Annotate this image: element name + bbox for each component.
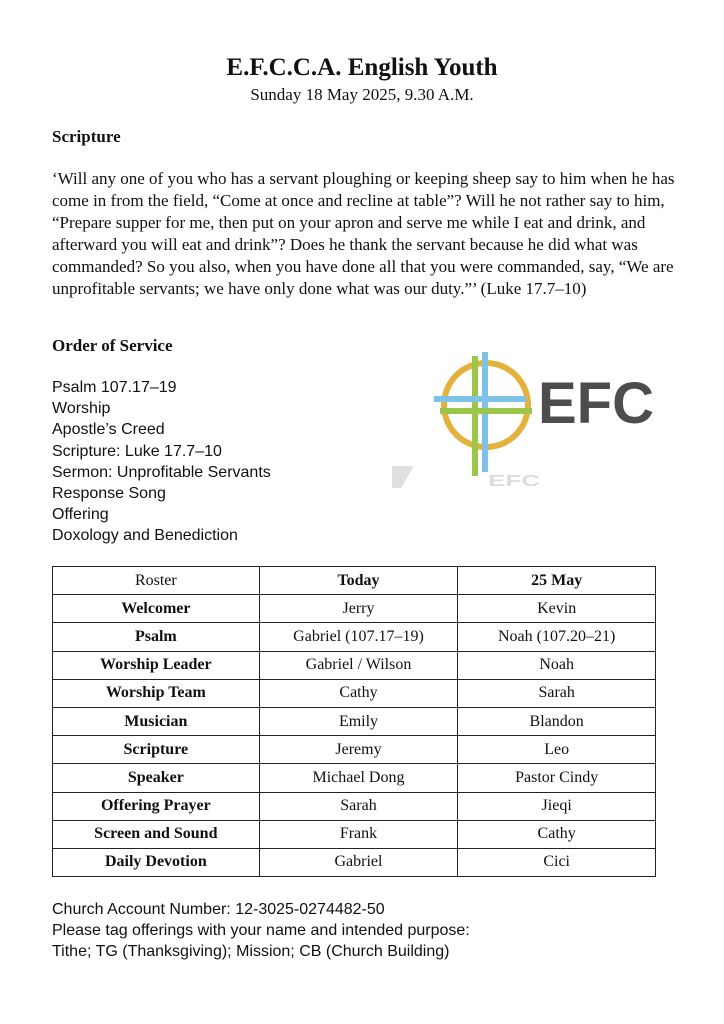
account-number: Church Account Number: 12-3025-0274482-50 (52, 901, 385, 918)
roster-next: Sarah (458, 679, 656, 707)
table-row (53, 848, 656, 876)
table-row (53, 736, 656, 764)
offering-purposes: Tithe; TG (Thanksgiving); Mission; CB (Church Building) (52, 943, 450, 960)
logo-reflection-text: EFC (488, 472, 540, 490)
table-row (53, 679, 656, 707)
roster-role: Musician (53, 707, 260, 735)
table-row (53, 623, 656, 651)
order-item: Scripture: Luke 17.7–10 (52, 442, 222, 460)
roster-today: Gabriel (107.17–19) (259, 623, 458, 651)
roster-today: Frank (259, 820, 458, 848)
roster-role: Worship Leader (53, 651, 260, 679)
order-item: Apostle’s Creed (52, 421, 165, 439)
roster-next: Leo (458, 736, 656, 764)
roster-role: Screen and Sound (53, 820, 260, 848)
logo-text: EFC (538, 371, 654, 436)
efc-logo (392, 348, 662, 508)
roster-today: Sarah (259, 792, 458, 820)
order-item: Psalm 107.17–19 (52, 379, 177, 396)
roster-next: Pastor Cindy (458, 764, 656, 792)
roster-next: Jieqi (458, 792, 656, 820)
roster-next: Blandon (458, 707, 656, 735)
roster-table (52, 566, 656, 877)
roster-today: Gabriel / Wilson (259, 651, 458, 679)
scripture-heading: Scripture (52, 127, 121, 146)
table-row (53, 764, 656, 792)
table-row (53, 651, 656, 679)
roster-today: Emily (259, 707, 458, 735)
offering-instruction: Please tag offerings with your name and intended purpose: (52, 922, 470, 939)
roster-header-row (53, 567, 656, 595)
roster-role: Daily Devotion (53, 848, 260, 876)
order-item: Doxology and Benediction (52, 527, 238, 545)
roster-next: Cici (458, 848, 656, 876)
roster-next: Noah (458, 651, 656, 679)
order-of-service-list (52, 377, 271, 547)
roster-today: Jeremy (259, 736, 458, 764)
service-date: Sunday 18 May 2025, 9.30 A.M. (250, 85, 474, 104)
roster-today: Michael Dong (259, 764, 458, 792)
cross-horizontal-green (440, 408, 532, 414)
roster-header-label: Roster (53, 567, 260, 595)
table-row (53, 792, 656, 820)
roster-role: Offering Prayer (53, 792, 260, 820)
roster-role: Welcomer (53, 595, 260, 623)
roster-today: Gabriel (259, 848, 458, 876)
order-item: Sermon: Unprofitable Servants (52, 463, 271, 481)
order-item: Response Song (52, 485, 166, 503)
roster-role: Scripture (53, 736, 260, 764)
roster-today: Jerry (259, 595, 458, 623)
roster-role: Psalm (53, 623, 260, 651)
order-item: Worship (52, 400, 111, 418)
page-title: E.F.C.C.A. English Youth (226, 54, 498, 81)
order-of-service-heading: Order of Service (52, 336, 173, 355)
roster-header-next: 25 May (458, 567, 656, 595)
cross-horizontal-blue (434, 396, 526, 402)
roster-next: Kevin (458, 595, 656, 623)
footer-notes (52, 899, 470, 962)
cross-vertical-green (472, 356, 478, 476)
scripture-passage: ‘Will any one of you who has a servant ploughing or keeping sheep say to him when he has come in from the field, “Come at once and recline at table”? Will he not rather say to him, “Prepare supper for me, then put on your apron and serve me while I eat and drink, and afterward you will eat and drink”? Does he thank the servant because he did what was commanded? So you also, when you have done all that you were commanded, say, “We are unprofitable servants; we have only done what was our duty.”’ (Luke 17.7–10) (52, 169, 675, 298)
table-row (53, 707, 656, 735)
table-row (53, 820, 656, 848)
roster-role: Speaker (53, 764, 260, 792)
cross-icon (434, 352, 532, 476)
logo-reflection (392, 466, 540, 490)
roster-next: Cathy (458, 820, 656, 848)
roster-header-today: Today (259, 567, 458, 595)
order-item: Offering (52, 506, 109, 524)
roster-today: Cathy (259, 679, 458, 707)
table-row (53, 595, 656, 623)
roster-next: Noah (107.20–21) (458, 623, 656, 651)
roster-role: Worship Team (53, 679, 260, 707)
